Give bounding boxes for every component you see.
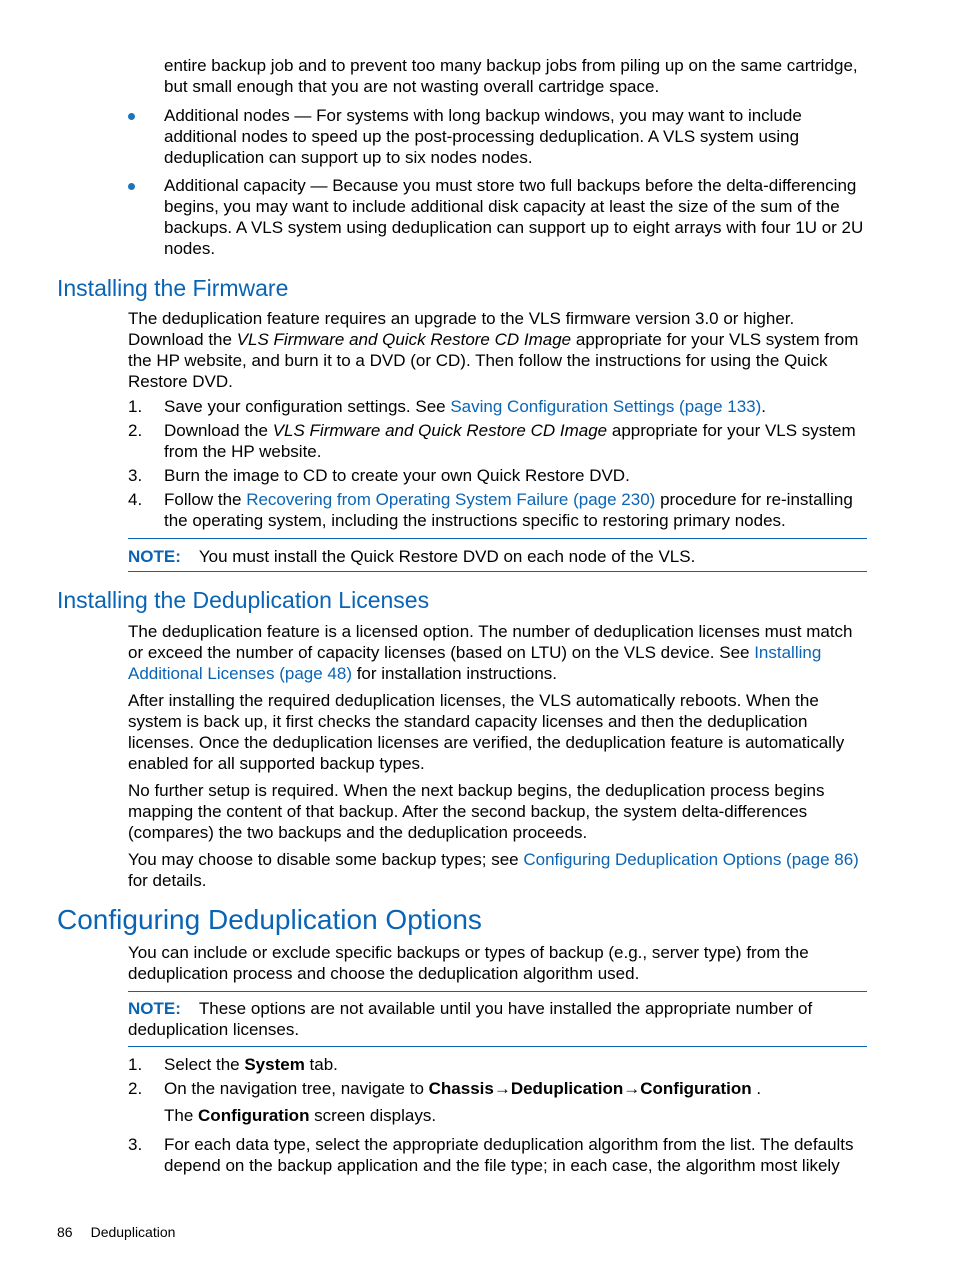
- page-number: 86: [57, 1224, 73, 1240]
- firmware-step-2: Download the VLS Firmware and Quick Restore CD Image appropriate for your VLS system from the HP website.: [164, 421, 856, 461]
- bullet-additional-nodes: Additional nodes — For systems with long backup windows, you may want to include additional nodes to speed up the post-processing deduplication. A VLS system using deduplication can support up to six nodes nodes.: [164, 106, 802, 167]
- firmware-note: [128, 538, 867, 572]
- nav-deduplication: Deduplication: [510, 1079, 624, 1098]
- options-step-3: For each data type, select the appropriate deduplication algorithm from the list. The defaults depend on the backup application and the file type; in each case, the algorithm most likely: [164, 1135, 854, 1175]
- link-installing-additional-licenses[interactable]: Installing Additional Licenses (page 48): [128, 643, 822, 683]
- licenses-paragraph-1: The deduplication feature is a licensed option. The number of deduplication licenses must match or exceed the number of capacity licenses (based on LTU) on the VLS device. See Installing Additional Licenses (page 48) for installation instructions.: [128, 622, 853, 683]
- link-configuring-dedup-options[interactable]: Configuring Deduplication Options (page 86): [523, 850, 859, 869]
- step-number: 1.: [128, 1055, 143, 1074]
- firmware-step-4: Follow the Recovering from Operating System Failure (page 230) procedure for re-installing the operating system, including the instructions specific to restoring primary nodes.: [164, 490, 853, 530]
- licenses-paragraph-2: After installing the required deduplication licenses, the VLS automatically reboots. When the system is back up, it first checks the standard capacity licenses and then the deduplication licenses. Once the deduplication licenses are verified, the deduplication feature is automatically enabled for all supported backup types.: [128, 691, 845, 773]
- step-number: 2.: [128, 1079, 143, 1098]
- note-text: These options are not available until you have installed the appropriate number of deduplication licenses.: [128, 999, 813, 1039]
- options-intro: You can include or exclude specific backups or types of backup (e.g., server type) from the deduplication process and choose the deduplication algorithm used.: [128, 943, 809, 983]
- firmware-step-1: Save your configuration settings. See Saving Configuration Settings (page 133).: [164, 397, 767, 416]
- licenses-paragraph-4: You may choose to disable some backup types; see Configuring Deduplication Options (page 86) for details.: [128, 850, 859, 890]
- heading-configuring-options: Configuring Deduplication Options: [57, 904, 482, 935]
- heading-installing-licenses: Installing the Deduplication Licenses: [57, 587, 430, 613]
- note-text: You must install the Quick Restore DVD on each node of the VLS.: [198, 547, 696, 566]
- step-number: 3.: [128, 466, 143, 485]
- footer-section: Deduplication: [90, 1224, 176, 1240]
- arrow-icon: →: [493, 1079, 511, 1098]
- nav-chassis: Chassis: [428, 1079, 494, 1098]
- step-number: 4.: [128, 490, 143, 509]
- nav-configuration: Configuration: [640, 1079, 752, 1098]
- step-number: 2.: [128, 421, 143, 440]
- note-label: NOTE:: [128, 547, 181, 566]
- bullet-icon: [128, 113, 135, 120]
- options-step-2-result: The Configuration screen displays.: [164, 1106, 437, 1125]
- firmware-paragraph: The deduplication feature requires an upgrade to the VLS firmware version 3.0 or higher. Download the VLS Firmware and Quick Restore CD Image appropriate for your VLS system from the HP website, and burn it to a DVD (or CD). Then follow the instructions for using the Quick Restore DVD.: [128, 309, 859, 391]
- firmware-image-name: VLS Firmware and Quick Restore CD Image: [236, 330, 572, 349]
- firmware-step-3: Burn the image to CD to create your own Quick Restore DVD.: [164, 466, 630, 485]
- bullet-icon: [128, 183, 135, 190]
- arrow-icon: →: [623, 1079, 641, 1098]
- options-step-2: On the navigation tree, navigate to Chassis→Deduplication→Configuration .: [164, 1079, 762, 1098]
- link-recovering-from-os-failure[interactable]: Recovering from Operating System Failure (page 230): [246, 490, 656, 509]
- continuation-line-2: but small enough that you are not wasting overall cartridge space.: [164, 77, 660, 96]
- continuation-text: [164, 55, 868, 97]
- licenses-paragraph-3: No further setup is required. When the next backup begins, the deduplication process begins mapping the content of that backup. After the second backup, the system delta-differences (compares) the two backups and the deduplication proceeds.: [128, 781, 825, 842]
- options-step-1: Select the System tab.: [164, 1055, 338, 1074]
- link-saving-configuration-settings[interactable]: Saving Configuration Settings (page 133): [450, 397, 762, 416]
- step-number: 3.: [128, 1135, 143, 1154]
- bullet-additional-capacity: Additional capacity — Because you must store two full backups before the delta-differencing begins, you may want to include additional disk capacity at least the size of the sum of the backups. A VLS system using deduplication can support up to eight arrays with four 1U or 2U nodes.: [164, 176, 864, 258]
- system-tab-label: System: [244, 1055, 305, 1074]
- step-number: 1.: [128, 397, 143, 416]
- continuation-line-1: entire backup job and to prevent too many backup jobs from piling up on the same cartridge,: [164, 56, 858, 75]
- options-note: [128, 991, 867, 1047]
- page-footer: [57, 1222, 193, 1243]
- heading-installing-firmware: Installing the Firmware: [57, 275, 289, 301]
- note-label: NOTE:: [128, 999, 181, 1018]
